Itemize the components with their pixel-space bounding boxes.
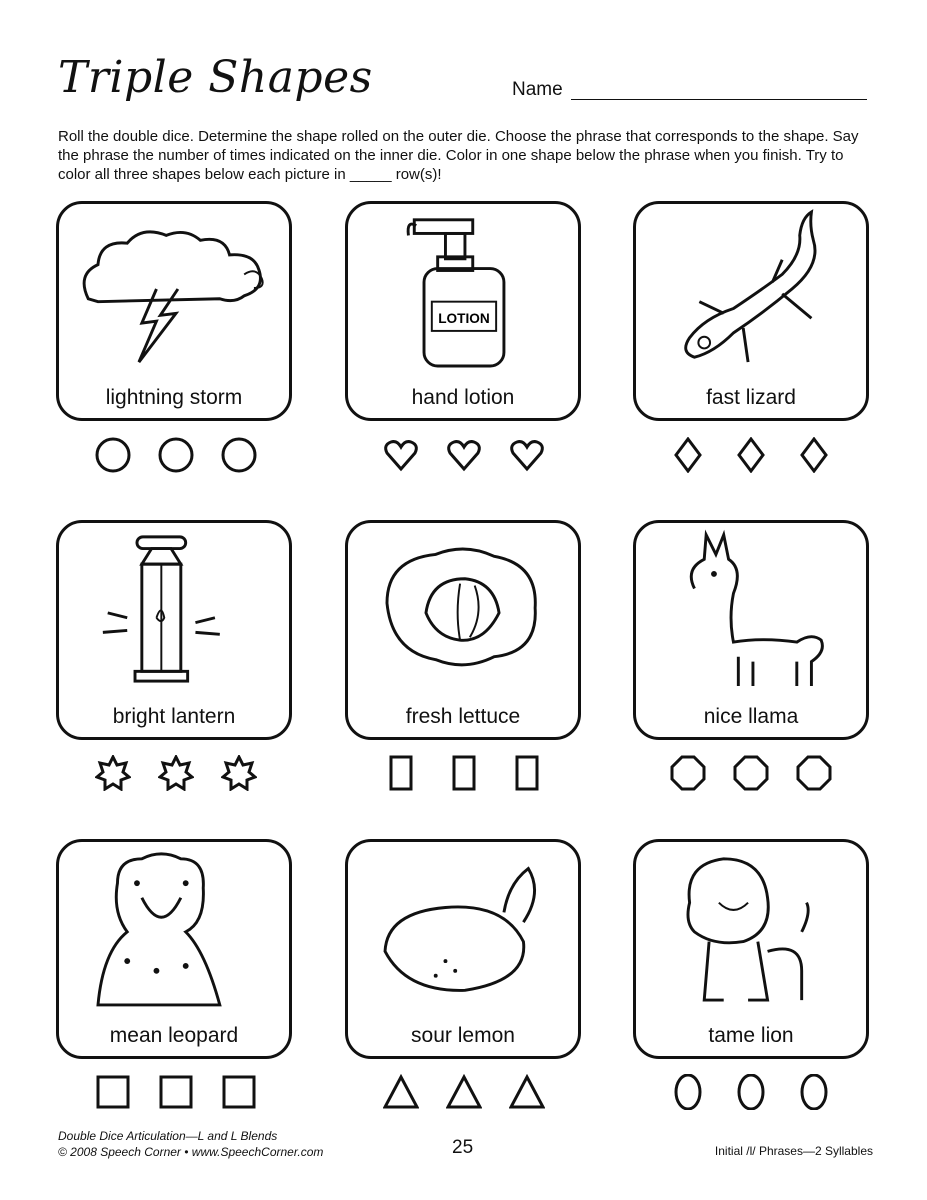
- star-shape-2[interactable]: [158, 755, 194, 791]
- worksheet-title: Triple Shapes: [58, 52, 373, 103]
- card-caption: hand lotion: [411, 386, 515, 409]
- lion-icon: [636, 842, 866, 1012]
- page-number: 25: [452, 1137, 474, 1158]
- octagon-shape-3[interactable]: [796, 755, 832, 791]
- card-caption: fresh lettuce: [405, 705, 521, 728]
- lotion-bottle-icon: [348, 204, 578, 374]
- lantern-icon: [59, 523, 289, 693]
- card-fresh-lettuce: [345, 520, 581, 740]
- card-caption: nice llama: [703, 705, 799, 728]
- circle-shape-3[interactable]: [221, 437, 257, 473]
- triangle-shape-3[interactable]: [509, 1074, 545, 1110]
- card-caption: mean leopard: [109, 1024, 239, 1047]
- svg-text:LOTION: LOTION: [438, 311, 490, 327]
- card-sour-lemon: [345, 839, 581, 1059]
- heart-shape-1[interactable]: [383, 437, 419, 473]
- rectangle-shape-3[interactable]: [509, 755, 545, 791]
- octagon-shape-1[interactable]: [670, 755, 706, 791]
- oval-shape-1[interactable]: [670, 1074, 706, 1110]
- rectangle-shape-2[interactable]: [446, 755, 482, 791]
- oval-shape-2[interactable]: [733, 1074, 769, 1110]
- card-tame-lion: [633, 839, 869, 1059]
- card-bright-lantern: [56, 520, 292, 740]
- card-caption: fast lizard: [706, 386, 796, 409]
- diamond-shape-3[interactable]: [796, 437, 832, 473]
- name-line[interactable]: [571, 99, 867, 100]
- card-mean-leopard: [56, 839, 292, 1059]
- leopard-icon: [59, 842, 289, 1012]
- card-nice-llama: [633, 520, 869, 740]
- card-hand-lotion: [345, 201, 581, 421]
- square-shape-2[interactable]: [158, 1074, 194, 1110]
- card-caption: sour lemon: [411, 1024, 515, 1047]
- square-shape-3[interactable]: [221, 1074, 257, 1110]
- name-label: Name: [512, 79, 563, 100]
- copyright: © 2008 Speech Corner • www.SpeechCorner.com: [58, 1145, 324, 1159]
- circle-shape-1[interactable]: [95, 437, 131, 473]
- lettuce-icon: [348, 523, 578, 693]
- lightning-cloud-icon: [59, 204, 289, 374]
- card-fast-lizard: [633, 201, 869, 421]
- star-shape-1[interactable]: [95, 755, 131, 791]
- card-caption: tame lion: [708, 1024, 794, 1047]
- heart-shape-2[interactable]: [446, 437, 482, 473]
- diamond-shape-2[interactable]: [733, 437, 769, 473]
- card-lightning-storm: [56, 201, 292, 421]
- triangle-shape-2[interactable]: [446, 1074, 482, 1110]
- circle-shape-2[interactable]: [158, 437, 194, 473]
- card-caption: lightning storm: [105, 386, 243, 409]
- lizard-icon: [636, 204, 866, 374]
- diamond-shape-1[interactable]: [670, 437, 706, 473]
- triangle-shape-1[interactable]: [383, 1074, 419, 1110]
- book-title: Double Dice Articulation—L and L Blends: [58, 1129, 278, 1143]
- llama-icon: [636, 523, 866, 693]
- rectangle-shape-1[interactable]: [383, 755, 419, 791]
- star-shape-3[interactable]: [221, 755, 257, 791]
- oval-shape-3[interactable]: [796, 1074, 832, 1110]
- card-caption: bright lantern: [112, 705, 236, 728]
- square-shape-1[interactable]: [95, 1074, 131, 1110]
- instructions: Roll the double dice. Determine the shape rolled on the outer die. Choose the phrase that corresponds to the shape. Say the phrase the number of times indicated on the inner die. Color in one shape below the phrase when you finish. Try to color all three shapes below each picture in _____ row(s)!: [58, 128, 859, 183]
- footer-credits: [58, 1128, 323, 1160]
- lemon-icon: [348, 842, 578, 1012]
- section-label: Initial /l/ Phrases—2 Syllables: [714, 1144, 873, 1158]
- heart-shape-3[interactable]: [509, 437, 545, 473]
- octagon-shape-2[interactable]: [733, 755, 769, 791]
